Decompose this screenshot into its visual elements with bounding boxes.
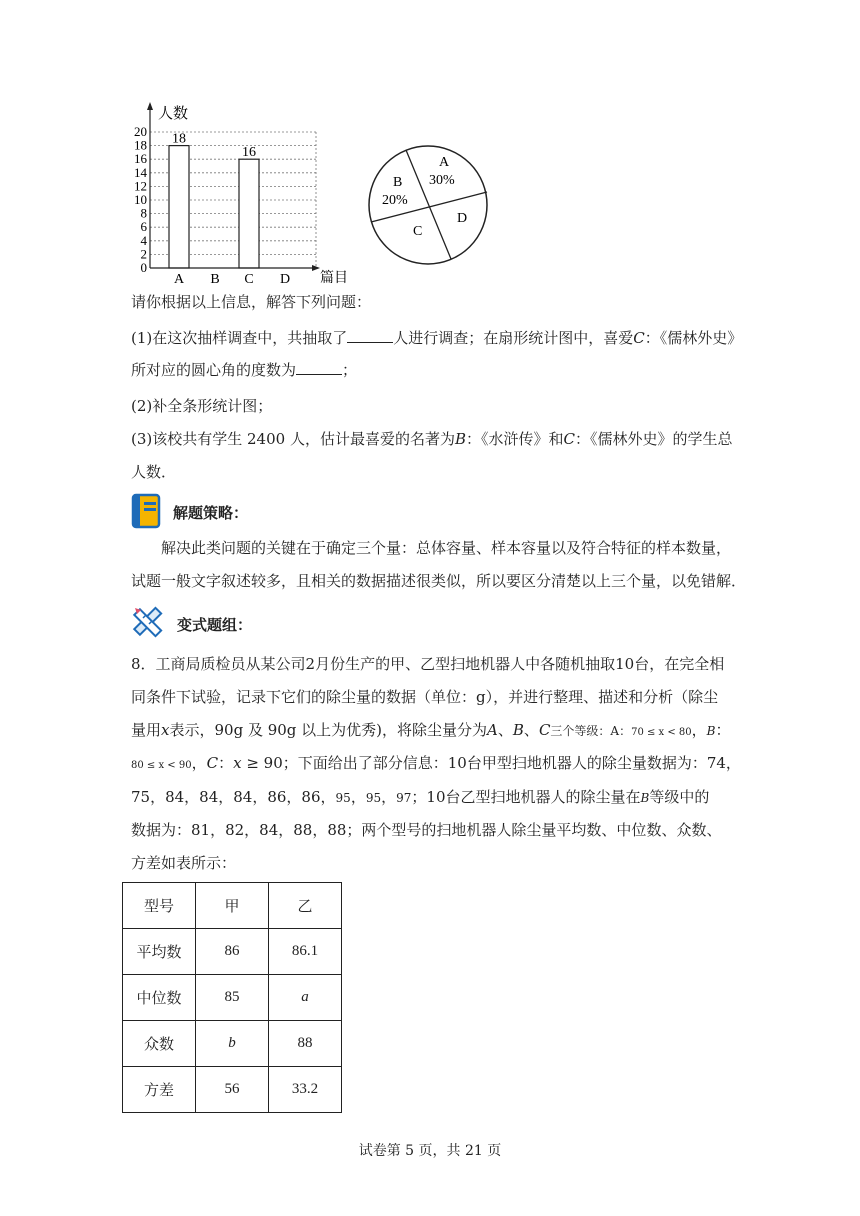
bar-chart-y-label: 人数 [158,104,189,122]
q8-range: 70 ≤ x < 80 [631,727,692,738]
y-tick-label: 10 [134,192,147,207]
table-cell: 56 [196,1067,269,1113]
answer-blank-count [347,328,393,343]
stats-table [122,882,342,1113]
table-cell: b [196,1021,269,1067]
table-cell: 33.2 [269,1067,342,1113]
q3-text-a: (3)该校共有学生 2400 人，估计最喜爱的名著为 [131,430,455,448]
y-tick-label: 14 [134,164,147,180]
question-3-line-2: 人数． [131,463,177,481]
bar-chart-x-label: 篇目 [320,270,348,286]
y-tick-label: 12 [134,178,147,194]
table-row [123,929,342,975]
strategy-title: 解题策略： [173,504,249,522]
q8-var: B [640,791,650,805]
q3-text-e: ：《儒林外史》的学生总 [575,430,733,448]
question-1-line-2 [131,360,357,380]
q8-text: ），并进行整理、描述和分析（除尘 [485,688,719,706]
y-tick-label: 6 [140,219,147,235]
q8-text: ， [381,788,397,806]
q8-text: ， [350,788,366,806]
y-axis-arrow-icon [147,102,153,110]
x-tick-label: D [279,272,291,287]
strategy-line-2: 试题一般文字叙述较多，且相关的数据描述很类似，所以要区分清楚以上三个量，以免错解． [131,572,747,590]
stats-table-body [123,883,342,1113]
q8-line-6: 数据为：81，82，84，88，88；两个型号的扫地机器人除尘量平均数、中位数、众数、 [131,821,722,839]
q8-text: 表示，90g 及 90g 以上为优秀)，将除尘量分为 [169,721,488,739]
answer-blank-angle [296,360,342,375]
x-tick-label: C [244,272,254,287]
table-header-row [123,883,342,929]
table-header-cell: 甲 [196,883,269,929]
pie-pct-a: 30% [429,173,455,188]
y-tick-label: 8 [140,205,147,221]
q1-text-e: 所对应的圆心角的度数为 [131,361,297,379]
x-tick-label: B [210,272,220,287]
q8-line-4 [131,753,741,776]
y-tick-label: 2 [140,246,147,262]
table-cell: 平均数 [123,929,196,975]
strategy-line-1: 解决此类问题的关键在于确定三个量：总体容量、样本容量以及符合特征的样本数量， [161,539,732,557]
q8-var: B [706,724,716,738]
q8-text: 等级中的 [649,788,710,806]
q8-range: 80 ≤ x < 90 [131,760,192,771]
pie-chart [366,140,500,270]
q8-line-1 [131,654,724,674]
table-cell: 方差 [123,1067,196,1113]
q8-var: x [233,754,242,772]
question-1-line-1 [131,328,742,348]
y-tick-label: 4 [140,232,147,248]
page-footer: 试卷第 5 页，共 21 页 [358,1143,502,1159]
q1-text-a: (1)在这次抽样调查中，共抽取了 [131,329,348,347]
pie-label-a: A [439,155,450,170]
q1-text-f: ； [342,361,358,379]
table-cell: 中位数 [123,975,196,1021]
q1-text-b: 人进行调查；在扇形统计图中，喜爱 [393,329,634,347]
q8-text: ；下面给出了部分信息：10台甲型扫地机器人的除尘量数据为：74， [282,754,741,772]
q8-var: C [206,754,219,772]
q8-text: 量用 [131,721,162,739]
q8-var: B [512,721,524,739]
q8-text: ： [218,754,234,772]
table-row [123,1067,342,1113]
table-header-cell: 型号 [123,883,196,929]
q8-text: 2 [305,655,316,673]
table-cell: 众数 [123,1021,196,1067]
q8-text: 月份生产的甲、乙型扫地机器人中各随机抽取 [315,655,616,673]
y-tick-label: 20 [134,124,147,139]
q8-text: 75，84，84，84，86，86， [131,788,336,806]
book-icon [131,493,163,529]
x-tick-label: A [173,272,185,287]
y-tick-label: 18 [134,137,147,153]
q8-text: g [476,688,486,706]
pie-label-b: B [393,175,403,190]
q8-var: A [487,721,498,739]
q8-text: 、 [497,721,513,739]
bar-chart-y-ticks [134,124,148,275]
q8-var: C [538,721,551,739]
table-cell: a [269,975,342,1021]
question-3-line-1 [131,429,733,449]
q8-text: ≥ 90 [241,754,283,772]
q8-var: x [161,721,170,739]
q3-text-c: ：《水浒传》和 [466,430,564,448]
q1-text-c: C [633,329,645,347]
bar-C [239,159,259,268]
variant-title: 变式题组： [177,616,253,634]
q8-line-7: 方差如表所示： [131,854,237,872]
bar-value-label: 16 [242,145,256,161]
pie-pct-b: 20% [382,193,408,208]
table-row [123,975,342,1021]
q8-text: 97 [396,791,412,805]
q8-text: 同条件下试验，记录下它们的除尘量的数据（单位： [131,688,477,706]
bar-value-label: 18 [172,131,186,147]
table-cell: 88 [269,1021,342,1067]
y-tick-label: 0 [140,260,147,275]
q8-text: 95 [335,791,351,805]
table-cell: 86 [196,929,269,975]
q3-text-d: C [563,430,575,448]
q8-line-2 [131,687,718,707]
pie-label-d: D [457,211,468,226]
q8-text: ；10台乙型扫地机器人的除尘量在 [411,788,641,806]
q8-text: ， [191,754,207,772]
q3-text-b: B [454,430,466,448]
ruler-pencil-icon [129,604,165,640]
q8-text: ， [691,721,707,739]
table-cell: 85 [196,975,269,1021]
q8-text: 台，在完全相 [634,655,725,673]
q8-text: 、 [523,721,539,739]
bar-chart [120,100,360,288]
bar-chart-x-labels [174,272,290,287]
table-header-cell: 乙 [269,883,342,929]
question-intro: 请你根据以上信息，解答下列问题： [131,293,372,311]
q8-text: 95 [365,791,382,805]
q8-line-5 [131,787,709,808]
q8-text: 三个等级：A： [550,724,632,738]
q1-text-d: ：《儒林外史》 [644,329,743,347]
table-row [123,1021,342,1067]
question-2: (2)补全条形统计图； [131,397,273,415]
q8-text: 10 [615,655,635,673]
q8-text: ： [715,721,731,739]
bar-A [169,146,189,268]
pie-label-c: C [413,224,423,239]
y-tick-label: 16 [134,151,147,167]
table-cell: 86.1 [269,929,342,975]
q8-line-3 [131,720,731,743]
q8-text: 8．工商局质检员从某公司 [131,655,306,673]
